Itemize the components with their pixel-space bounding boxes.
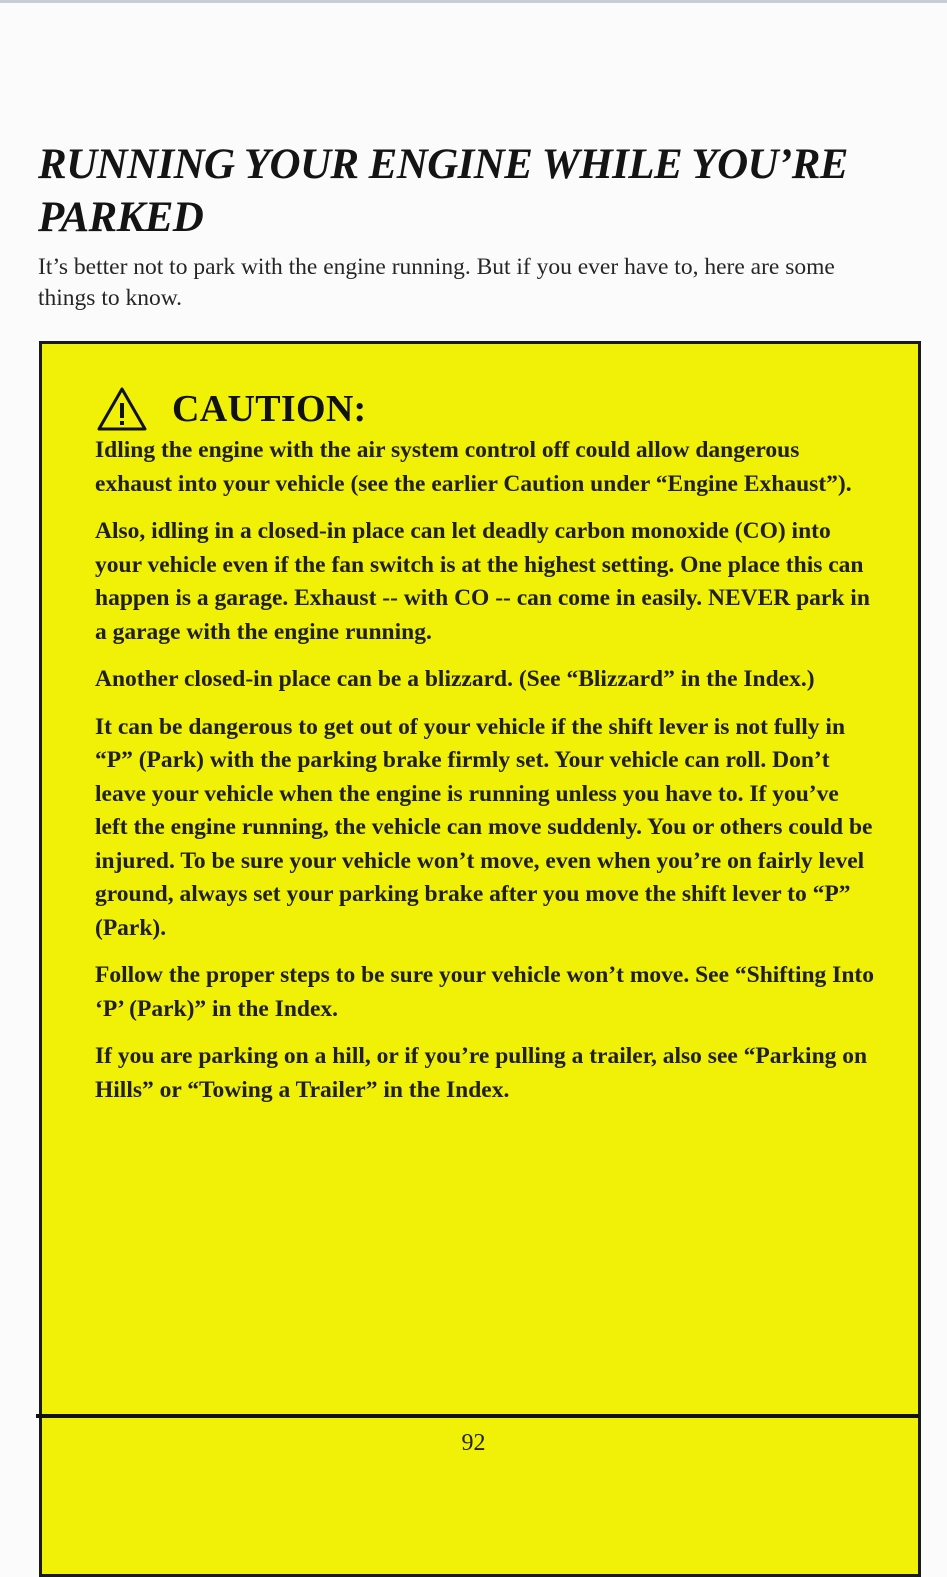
footer-rule — [36, 1414, 919, 1418]
caution-header — [96, 384, 367, 434]
caution-box — [39, 341, 921, 1577]
caution-paragraph: If you are parking on a hill, or if you’re pulling a trailer, also see “Parking on Hills” or “Towing a Trailer” in the Index. — [95, 1043, 868, 1103]
caution-body — [95, 434, 875, 1121]
caution-paragraph: Idling the engine with the air system control off could allow dangerous exhaust into your vehicle (see the earlier Caution under “Engine Exhaust”). — [95, 437, 852, 497]
page-number: 92 — [461, 1430, 486, 1456]
page-top-edge — [0, 0, 947, 3]
caution-paragraph: It can be dangerous to get out of your vehicle if the shift lever is not fully in “P” (Park) with the parking brake firmly set. Your vehicle can roll. Don’t leave your vehicle when the engine is running unless you have to. If you’ve left the engine running, the vehicle can move suddenly. You or others could be injured. To be sure your vehicle won’t move, even when you’re on fairly level ground, always set your parking brake after you move the shift lever to “P” (Park). — [95, 713, 873, 941]
caution-paragraph: Another closed-in place can be a blizzard. (See “Blizzard” in the Index.) — [95, 666, 815, 692]
section-title: RUNNING YOUR ENGINE WHILE YOU’RE PARKED — [38, 141, 848, 241]
warning-triangle-icon — [96, 386, 148, 432]
caution-paragraph: Follow the proper steps to be sure your vehicle won’t move. See “Shifting Into ‘P’ (Park)” in the Index. — [95, 962, 874, 1022]
caution-paragraph: Also, idling in a closed-in place can let deadly carbon monoxide (CO) into your vehicle even if the fan switch is at the highest setting. One place this can happen is a garage. Exhaust -- with CO -- can come in easily. NEVER park in a garage with the engine running. — [95, 518, 870, 645]
intro-paragraph: It’s better not to park with the engine running. But if you ever have to, here are some things to know. — [38, 254, 835, 311]
caution-label: CAUTION: — [172, 388, 367, 430]
